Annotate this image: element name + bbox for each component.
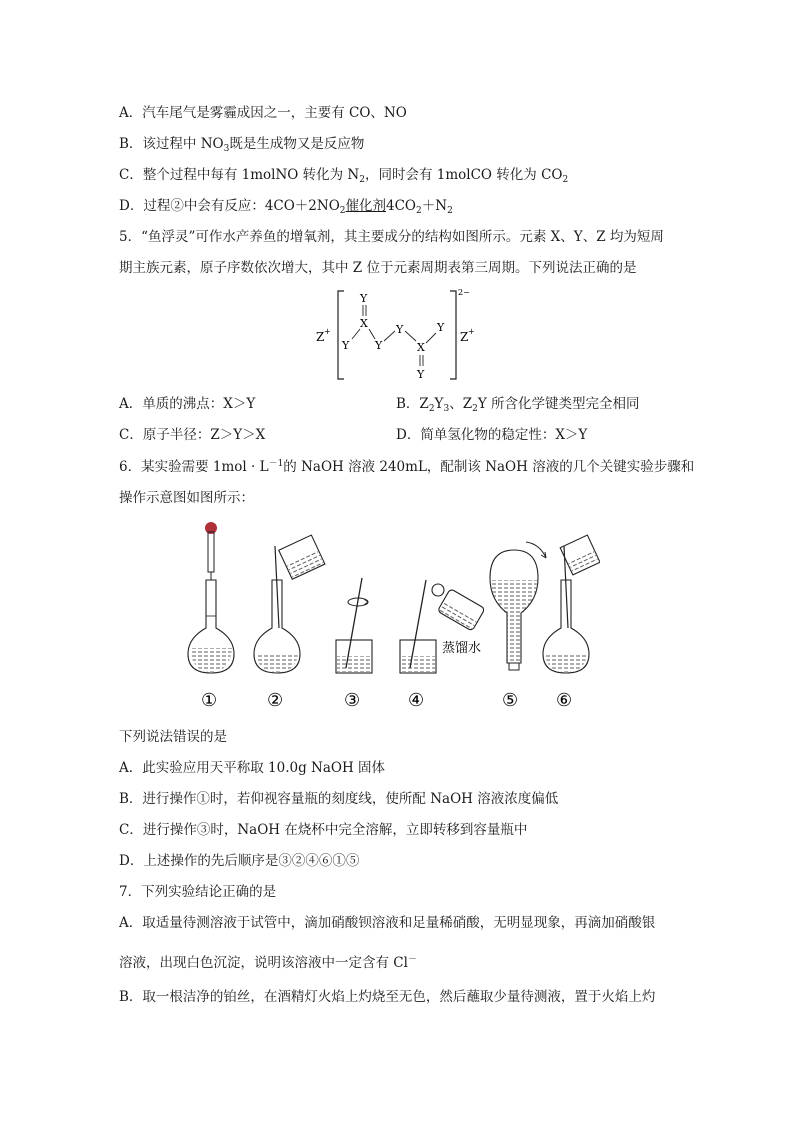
svg-text:+: + [324,327,331,336]
svg-text:Y: Y [396,323,404,336]
q6-option-b: B．进行操作①时，若仰视容量瓶的刻度线，使所配 NaOH 溶液浓度偏低 [119,791,559,807]
structure-diagram [312,285,482,385]
catalyst-label: 催化剂 [345,198,387,214]
svg-text:Y: Y [375,339,383,352]
step1-flask-dropper [188,522,234,673]
q7-option-a-line1: A．取适量待测溶液于试管中，滴加硝酸钡溶液和足量稀硝酸，无明显现象，再滴加硝酸银 [119,915,656,931]
q6-option-d: D．上述操作的先后顺序是③②④⑥①⑤ [119,853,360,869]
x-atom-2: X [417,341,425,354]
x-atom-1: X [360,317,368,330]
svg-text:Y: Y [437,321,445,334]
q6-stem-line1: 6．某实验需要 $1mol \cdot L^{-1}$的 NaOH 溶液 240mL，配制该 NaOH 溶液的几个关键实验步骤和 [119,459,695,475]
q5-option-c: C．原子半径：Z＞Y＞X [119,427,266,443]
q7-option-b-line1: B．取一根洁净的铂丝，在酒精灯火焰上灼烧至无色，然后蘸取少量待测液，置于火焰上灼 [119,989,656,1005]
svg-text:Y: Y [342,339,350,352]
label-step-3: ③ [344,690,361,711]
label-step-2: ② [267,690,284,711]
experiment-diagram [180,518,600,713]
distilled-water-label: 蒸馏水 [442,641,482,656]
step6-fill [543,535,600,673]
label-step-6: ⑥ [556,690,573,711]
z-cation-left: Z [316,330,325,344]
q5-stem-line2: 期主族元素，原子序数依次增大，其中 Z 位于元素周期表第三周期。下列说法正确的是 [119,260,637,276]
charge-label: 2− [458,288,470,297]
step2-transfer [254,535,325,673]
q6-option-c: C．进行操作③时，NaOH 在烧杯中完全溶解，立即转移到容量瓶中 [119,822,528,838]
z-cation-right: Z [460,330,469,344]
svg-text:+: + [468,327,475,336]
q4-option-d: D．过程②中会有反应：$4CO+2NO_2$催化剂$4CO_2+N_2$ [119,198,453,216]
q4-option-c: C．整个过程中每有 1molNO 转化为 $N_2$，同时会有 1molCO 转化为 $CO_2$ [119,167,569,185]
q7-option-a-line2: 溶液，出现白色沉淀，说明该溶液中一定含有 Cl－ [119,955,417,971]
q5-option-a: A．单质的沸点：X＞Y [119,396,256,412]
label-step-4: ④ [408,690,425,711]
q5-stem-line1: 5．“鱼浮灵”可作水产养鱼的增氧剂，其主要成分的结构如图所示。元素 X、Y、Z 均为短周 [119,229,664,245]
svg-text:Y: Y [417,368,425,381]
svg-text:Y: Y [360,292,368,305]
q6-option-a: A．此实验应用天平称取 10.0g NaOH 固体 [119,760,386,776]
q4-option-b: B．该过程中 $NO_3$既是生成物又是反应物 [119,136,365,154]
q7-stem: 7．下列实验结论正确的是 [119,884,277,900]
q6-question: 下列说法错误的是 [119,729,227,745]
step5-invert-mix [490,542,546,670]
q4-option-a: A．汽车尾气是雾霾成因之一，主要有 CO、NO [119,105,407,121]
label-step-5: ⑤ [502,690,519,711]
q5-option-d: D．简单氢化物的稳定性：X＞Y [396,427,588,443]
step3-dissolve [336,578,372,673]
label-step-1: ① [201,690,218,711]
q6-stem-line2: 操作示意图如图所示： [119,490,254,506]
q5-option-b: B．$Z_2Y_3$、$Z_2Y$ 所含化学键类型完全相同 [396,396,640,414]
step4-rinse [400,580,485,673]
